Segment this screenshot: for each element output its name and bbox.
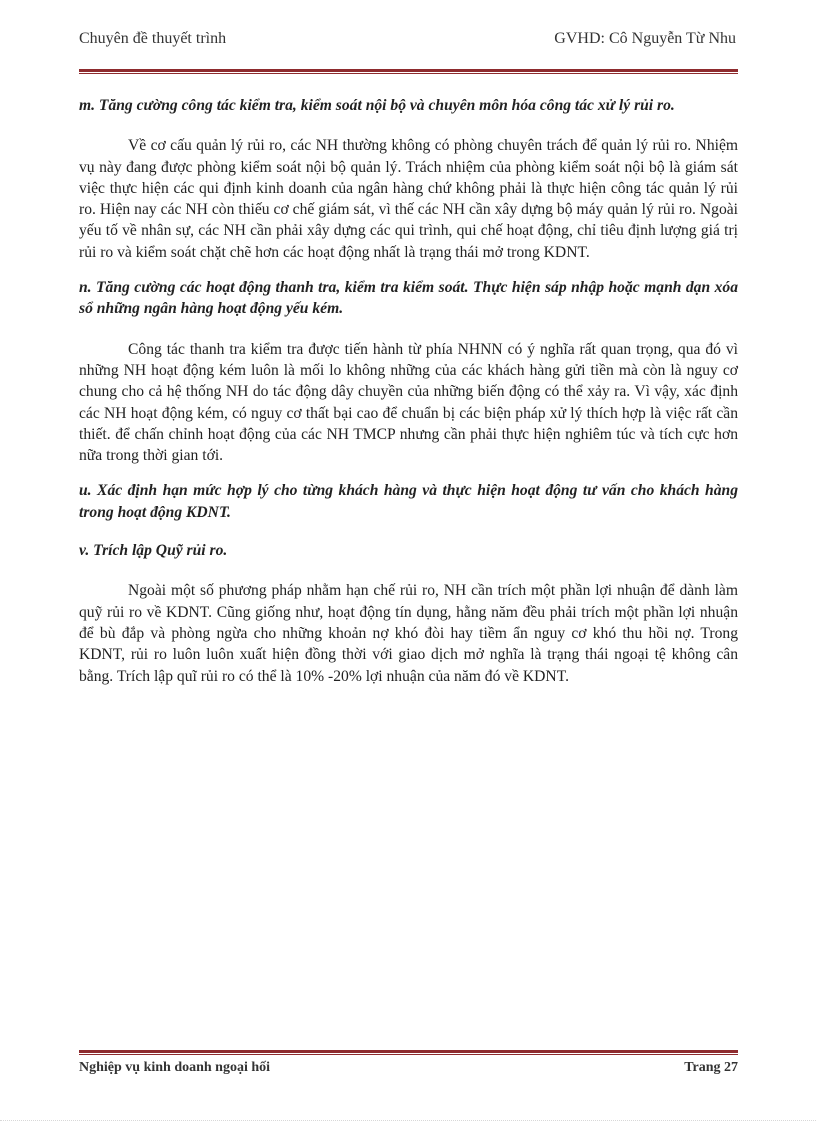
footer-rule-thick — [79, 1050, 738, 1053]
page-bottom-edge — [0, 1120, 816, 1121]
page-number: Trang 27 — [684, 1060, 738, 1075]
section-body-n: Công tác thanh tra kiểm tra được tiến hành từ phía NHNN có ý nghĩa rất quan trọng, qua đó vì những NH hoạt động kém luôn là mối lo không những của các khách hàng gửi tiền mà còn là nguy cơ chung cho cả hệ thống NH do tác động dây chuyền của những biến động có thể xảy ra. Vì vậy, xác định các NH hoạt động kém, có nguy cơ thất bại cao để chuẩn bị các biện pháp xử lý thích hợp là việc rất cần thiết. để chấn chỉnh hoạt động của các NH TMCP nhưng cần phải thực hiện nghiêm túc và tích cực hơn nữa trong thời gian tới. — [79, 340, 738, 465]
page-header — [79, 30, 736, 52]
section-heading-v: v. Trích lập Quỹ rủi ro. — [79, 542, 228, 560]
header-rule-thick — [79, 69, 738, 72]
page-content — [79, 95, 738, 687]
section-body-v: Ngoài một số phương pháp nhằm hạn chế rủi ro, NH cần trích một phần lợi nhuận để dành làm quỹ rủi ro về KDNT. Cũng giống như, hoạt động tín dụng, hằng năm đều phải trích một phần lợi nhuận để bù đắp và phòng ngừa cho những khoản nợ khó đòi hay tiềm ẩn nguy cơ khó thu hồi nợ. Trong KDNT, rủi ro luôn luôn xuất hiện đồng thời với giao dịch mở nghĩa là trạng thái ngoại tệ không cân bằng. Trích lập quĩ rủi ro có thể là 10% -20% lợi nhuận của năm đó về KDNT. — [79, 582, 738, 685]
section-heading-u: u. Xác định hạn mức hợp lý cho từng khách hàng và thực hiện hoạt động tư vấn cho khách hàng trong hoạt động KDNT. — [79, 482, 738, 521]
footer-rule — [79, 1050, 738, 1056]
header-rule-thin — [79, 73, 738, 74]
section-heading-m: m. Tăng cường công tác kiểm tra, kiểm soát nội bộ và chuyên môn hóa công tác xử lý rủi ro. — [79, 97, 675, 114]
footer-course-title: Nghiệp vụ kinh doanh ngoại hối — [79, 1060, 271, 1075]
footer-rule-thin — [79, 1054, 738, 1055]
header-title: Chuyên đề thuyết trình — [79, 30, 227, 47]
section-heading-n: n. Tăng cường các hoạt động thanh tra, kiểm tra kiểm soát. Thực hiện sáp nhập hoặc mạnh dạn xóa sổ những ngân hàng hoạt động yếu kém. — [79, 279, 738, 318]
section-body-m: Về cơ cấu quản lý rủi ro, các NH thường không có phòng chuyên trách để quản lý rủi ro. Nhiệm vụ này đang được phòng kiểm soát nội bộ quản lý. Trách nhiệm của phòng kiểm soát nội bộ là giám sát việc thực hiện các qui định kinh doanh của ngân hàng chứ không phải là thực hiện công tác quản lý rủi ro. Hiện nay các NH còn thiếu cơ chế giám sát, vì thế các NH cần xây dựng bộ máy quản lý rủi ro. Ngoài yếu tố về nhân sự, các NH cần phải xây dựng các qui trình, qui chế hoạt động, chỉ tiêu định lượng giá trị rủi ro và kiểm soát chặt chẽ hơn các hoạt động nhất là trạng thái mở trong KDNT. — [79, 137, 738, 261]
header-rule — [79, 69, 738, 75]
header-instructor: GVHD: Cô Nguyễn Từ Nhu — [554, 30, 736, 47]
